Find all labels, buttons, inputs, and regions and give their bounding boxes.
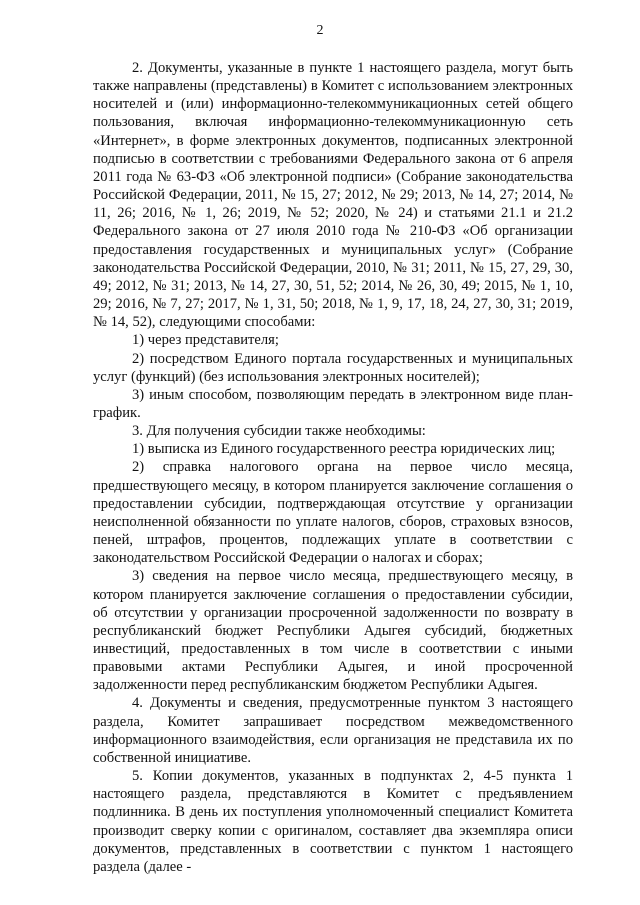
page-number: 2 xyxy=(316,23,324,38)
list-item-other-method: 3) иным способом, позволяющим передать в электронном виде план-график. xyxy=(93,386,573,421)
document-body xyxy=(93,59,573,876)
paragraph-5-document-copies: 5. Копии документов, указанных в подпунктах 2, 4-5 пункта 1 настоящего раздела, представляются в Комитет с предъявлением подлинника. В день их поступления уполномоченный специалист Комитета производит сверку копии с оригиналом, составляет два экземпляра описи документов, представленных в соответствии с пунктом 1 настоящего раздела (далее - xyxy=(93,768,573,875)
list-item-tax-certificate: 2) справка налогового органа на первое число месяца, предшествующего месяцу, в котором планируется заключение соглашения о предоставлении субсидии, подтверждающая отсутствие у организации неисполненной обязанности по уплате налогов, сборов, страховых взносов, пеней, штрафов, процентов, подлежащих уплате в соответствии с законодательством Российской Федерации о налогах и сборах; xyxy=(93,459,573,567)
list-item-representative: 1) через представителя; xyxy=(132,332,279,349)
paragraph-3-required-documents: 3. Для получения субсидии также необходимы: xyxy=(132,423,426,440)
list-item-debt-information: 3) сведения на первое число месяца, предшествующего месяцу, в котором планируется заключение соглашения о предоставлении субсидии, об отсутствии у организации просроченной задолженности по возврату в республиканский бюджет Республики Адыгея субсидий, бюджетных инвестиций, предоставленных в том числе в соответствии с иными правовыми актами Республики Адыгея, и иной просроченной задолженности перед республиканским бюджетом Республики Адыгея. xyxy=(93,568,573,694)
paragraph-2-electronic-submission: 2. Документы, указанные в пункте 1 настоящего раздела, могут быть также направлены (представлены) в Комитет с использованием электронных носителей и (или) информационно-телекоммуникационных сетей общего пользования, включая информационно-телекоммуникационную сеть «Интернет», в форме электронных документов, подписанных электронной подписью в соответствии с требованиями Федерального закона от 6 апреля 2011 года № 63-ФЗ «Об электронной подписи» (Собрание законодательства Российской Федерации, 2011, № 15, 27; 2012, № 29; 2013, № 14, 27; 2014, № 11, 26; 2016, № 1, 26; 2019, № 52; 2020, № 24) и статьями 21.1 и 21.2 Федерального закона от 27 июля 2010 года № 210-ФЗ «Об организации предоставления государственных и муниципальных услуг» (Собрание законодательства Российской Федерации, 2010, № 31; 2011, № 15, 27, 29, 30, 49; 2012, № 31; 2013, № 14, 27, 30, 51, 52; 2014, № 26, 30, 49; 2015, № 1, 10, 29; 2016, № 7, 27; 2017, № 1, 31, 50; 2018, № 1, 9, 17, 18, 24, 27, 30, 31; 2019, № 14, 52), следующими способами: xyxy=(93,60,573,331)
list-item-unified-portal: 2) посредством Единого портала государственных и муниципальных услуг (функций) (без использования электронных носителей); xyxy=(93,350,573,385)
paragraph-4-interagency-request: 4. Документы и сведения, предусмотренные пунктом 3 настоящего раздела, Комитет запрашивает посредством межведомственного информационного взаимодействия, если организация не представила их по собственной инициативе. xyxy=(93,695,573,766)
list-item-registry-extract: 1) выписка из Единого государственного реестра юридических лиц; xyxy=(132,441,556,458)
